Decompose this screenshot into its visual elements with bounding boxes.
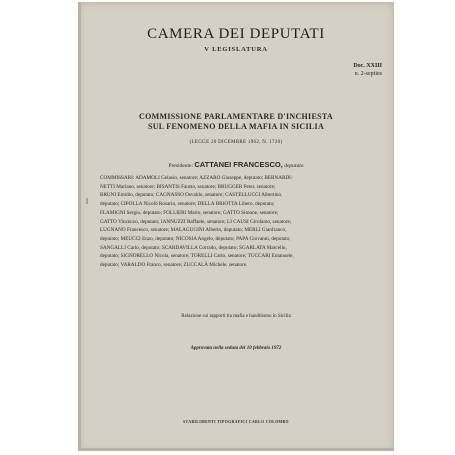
president-label: Presidente: bbox=[168, 163, 193, 169]
document-title: CAMERA DEI DEPUTATI bbox=[147, 26, 325, 42]
members-line: deputato; MEUCCI Enzo, deputato; NICOSIA Angelo, deputato; PAPA Giovanni, deputato; bbox=[100, 235, 291, 242]
doc-number: Doc. XXIII bbox=[353, 63, 382, 69]
members-line: FLAMIGNI Sergio, deputato; FOLLIERI Mario, senatore; GATTO Simone, senatore; bbox=[100, 209, 279, 216]
members-line: SANGALLI Carlo, deputato; SCARDAVILLA Corrado, deputato; SGARLATA Marcello, bbox=[100, 244, 287, 251]
commission-line-2: SUL FENOMENO DELLA MAFIA IN SICILIA bbox=[147, 122, 325, 131]
members-line: deputato; SIGNORELLO Nicola, senatore; TORELLI Carlo, senatore; TUCCARI Emanuele, bbox=[100, 253, 294, 260]
report-subject: Relazione sui rapporti tra mafia e banditismo in Sicilia bbox=[181, 314, 291, 319]
members-line: deputato; CIPOLLA Nicolò Rosario, senatore; DELLA BRIOTTA Libero, deputato; bbox=[100, 201, 275, 208]
legislature-label: V LEGISLATURA bbox=[204, 46, 268, 53]
members-line: LUGNANO Francesco, senatore; MALAGUGINI Alberto, deputato; MERLI Gianfranco, bbox=[100, 227, 287, 234]
members-line: NETTI Mariano, senatore; BISANTIS Fausto, senatore; BRUGGER Peter, senatore; bbox=[100, 183, 276, 190]
president-line bbox=[78, 160, 394, 169]
printer-imprint: STABILIMENTI TIPOGRAFICI CARLO COLOMBO bbox=[183, 420, 289, 424]
approval-date: Approvata nella seduta del 10 febbraio 1972 bbox=[190, 346, 282, 351]
paper-crease bbox=[86, 198, 88, 204]
members-line: BRUNI Emidio, deputato; CAGNASSO Osvaldo, senatore; CASTELLUCCI Albertino, bbox=[100, 192, 283, 199]
document-cover bbox=[78, 2, 394, 451]
members-line: deputato; VARALDO Franco, senatore; ZUCCALÀ Michele, senatore. bbox=[100, 262, 248, 269]
doc-reference bbox=[353, 62, 382, 78]
president-role: deputato bbox=[284, 163, 304, 169]
doc-series: n. 2-septies bbox=[354, 71, 382, 77]
page-edge-left bbox=[78, 2, 81, 451]
page-edge-bottom bbox=[78, 448, 394, 451]
members-list bbox=[100, 174, 372, 270]
law-reference: (LEGGE 20 DICEMBRE 1962, N. 1720) bbox=[189, 140, 283, 145]
members-line: COMMISSARI: ADAMOLI Gelasio, senatore; AZZARO Giuseppe, deputato; BERNARDI- bbox=[100, 175, 293, 181]
commission-line-1: COMMISSIONE PARLAMENTARE D'INCHIESTA bbox=[139, 112, 333, 121]
commission-name bbox=[78, 112, 394, 132]
president-name: CATTANEI FRANCESCO, bbox=[194, 160, 283, 169]
members-line: GATTO Vincenzo, deputato; IANNUZZI Raffaele, senatore; LI CAUSI Girolamo, senatore; bbox=[100, 218, 292, 225]
